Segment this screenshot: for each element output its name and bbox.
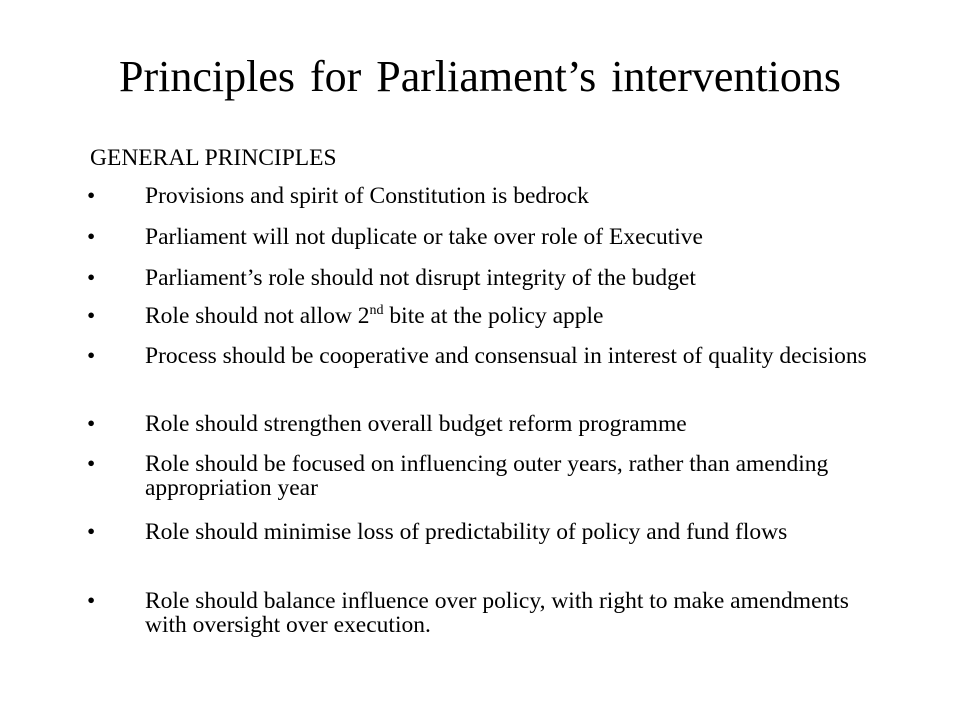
bullet-icon: •	[87, 411, 96, 437]
bullet-text: Role should strengthen overall budget reform programme	[145, 411, 687, 437]
bullet-text: Parliament’s role should not disrupt integrity of the budget	[145, 265, 696, 291]
section-heading: GENERAL PRINCIPLES	[90, 145, 337, 171]
bullet-icon: •	[87, 343, 96, 369]
bullet-text: Process should be cooperative and consensual in interest of quality decisions	[145, 343, 867, 369]
bullet-icon: •	[87, 183, 96, 209]
slide-title: Principles for Parliament’s interventions	[119, 52, 841, 101]
bullet-text	[145, 304, 875, 328]
bullet-icon: •	[87, 588, 96, 614]
bullet-icon: •	[87, 451, 96, 477]
bullet-text: Provisions and spirit of Constitution is bedrock	[145, 183, 589, 209]
bullet-text: Role should be focused on influencing outer years, rather than amending appropriation year	[145, 451, 829, 501]
bullet-text: Role should minimise loss of predictability of policy and fund flows	[145, 519, 788, 545]
bullet-icon: •	[87, 224, 96, 250]
bullet-text: Parliament will not duplicate or take over role of Executive	[145, 224, 703, 250]
bullet-text-after: bite at the policy apple	[383, 303, 604, 329]
bullet-icon: •	[87, 303, 96, 329]
bullet-text-before: Role should not allow 2	[145, 303, 370, 329]
bullet-text: Role should balance influence over policy, with right to make amendments with oversight over execution.	[145, 588, 849, 638]
bullet-icon: •	[87, 519, 96, 545]
bullet-icon: •	[87, 265, 96, 291]
bullet-superscript: nd	[369, 303, 384, 318]
